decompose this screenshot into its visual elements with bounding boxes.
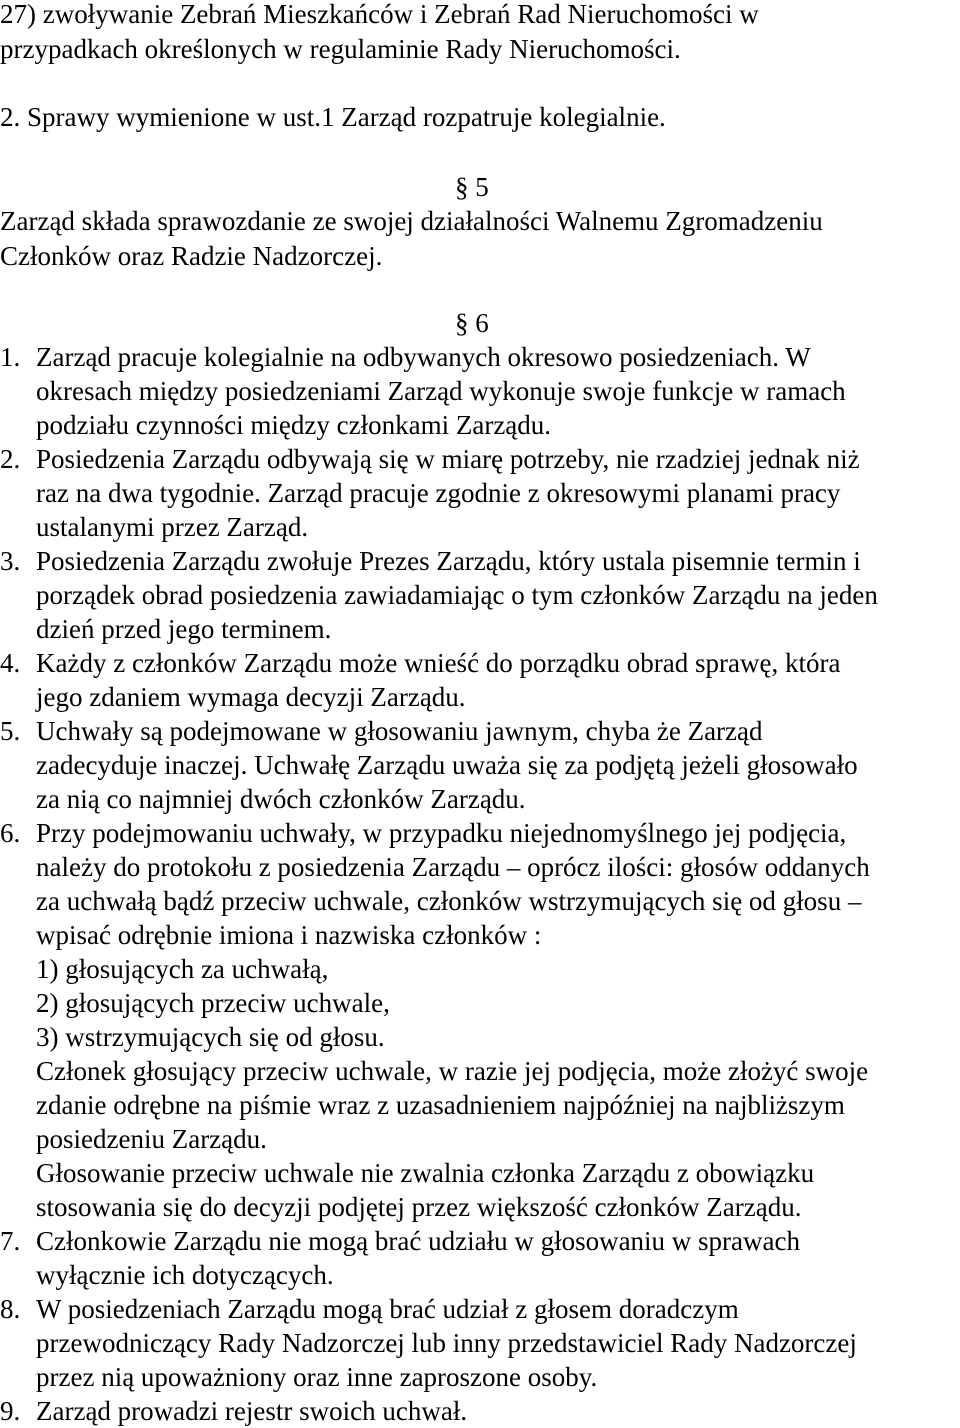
item-number: 4. xyxy=(0,648,21,678)
item-line: 1) głosujących za uchwałą, xyxy=(36,954,329,984)
item-line: zadecyduje inaczej. Uchwałę Zarządu uważa się za podjętą jeżeli głosowało xyxy=(36,750,858,780)
item-27-line-2: przypadkach określonych w regulaminie Rady Nieruchomości. xyxy=(0,34,681,64)
item-number: 3. xyxy=(0,546,21,576)
item-line: Zarząd prowadzi rejestr swoich uchwał. xyxy=(36,1396,468,1426)
section-5-line-2: Członków oraz Radzie Nadzorczej. xyxy=(0,241,383,271)
item-line: jego zdaniem wymaga decyzji Zarządu. xyxy=(36,682,466,712)
section-5-line-1: Zarząd składa sprawozdanie ze swojej działalności Walnemu Zgromadzeniu xyxy=(0,206,823,236)
section-5-heading: § 5 xyxy=(455,172,489,202)
item-line: przewodniczący Rady Nadzorczej lub inny przedstawiciel Rady Nadzorczej xyxy=(36,1328,857,1358)
item-27-line-1: 27) zwoływanie Zebrań Mieszkańców i Zebrań Rad Nieruchomości w xyxy=(0,0,759,29)
item-line: Każdy z członków Zarządu może wnieść do porządku obrad sprawę, która xyxy=(36,648,841,678)
item-line: za uchwałą bądź przeciw uchwale, członków wstrzymujących się od głosu – xyxy=(36,886,862,916)
item-line: dzień przed jego terminem. xyxy=(36,614,332,644)
item-line: ustalanymi przez Zarząd. xyxy=(36,512,309,542)
item-number: 6. xyxy=(0,818,21,848)
item-line: Przy podejmowaniu uchwały, w przypadku niejednomyślnego jej podjęcia, xyxy=(36,818,847,848)
item-number: 2. xyxy=(0,444,21,474)
section-6-heading: § 6 xyxy=(455,308,489,338)
item-number: 9. xyxy=(0,1396,21,1426)
item-line: przez nią upoważniony oraz inne zaproszone osoby. xyxy=(36,1362,598,1392)
item-line: za nią co najmniej dwóch członków Zarządu. xyxy=(36,784,526,814)
item-number: 1. xyxy=(0,342,21,372)
item-line: należy do protokołu z posiedzenia Zarządu – oprócz ilości: głosów oddanych xyxy=(36,852,870,882)
item-line: wpisać odrębnie imiona i nazwiska członków : xyxy=(36,920,542,950)
item-line: Zarząd pracuje kolegialnie na odbywanych okresowo posiedzeniach. W xyxy=(36,342,811,372)
item-line: 3) wstrzymujących się od głosu. xyxy=(36,1022,385,1052)
item-line: podziału czynności między członkami Zarządu. xyxy=(36,410,552,440)
item-line: Posiedzenia Zarządu odbywają się w miarę potrzeby, nie rzadziej jednak niż xyxy=(36,444,860,474)
item-line: Członek głosujący przeciw uchwale, w razie jej podjęcia, może złożyć swoje xyxy=(36,1056,869,1086)
point-2: 2. Sprawy wymienione w ust.1 Zarząd rozpatruje kolegialnie. xyxy=(0,102,666,132)
item-line: stosowania się do decyzji podjętej przez większość członków Zarządu. xyxy=(36,1192,802,1222)
item-line: Uchwały są podejmowane w głosowaniu jawnym, chyba że Zarząd xyxy=(36,716,763,746)
item-line: W posiedzeniach Zarządu mogą brać udział z głosem doradczym xyxy=(36,1294,739,1324)
item-line: posiedzeniu Zarządu. xyxy=(36,1124,267,1154)
item-line: zdanie odrębne na piśmie wraz z uzasadnieniem najpóźniej na najbliższym xyxy=(36,1090,845,1120)
item-number: 7. xyxy=(0,1226,21,1256)
item-line: raz na dwa tygodnie. Zarząd pracuje zgodnie z okresowymi planami pracy xyxy=(36,478,841,508)
item-line: Członkowie Zarządu nie mogą brać udziału w głosowaniu w sprawach xyxy=(36,1226,801,1256)
item-number: 5. xyxy=(0,716,21,746)
item-line: porządek obrad posiedzenia zawiadamiając o tym członków Zarządu na jeden xyxy=(36,580,878,610)
item-line: okresach między posiedzeniami Zarząd wykonuje swoje funkcje w ramach xyxy=(36,376,846,406)
item-number: 8. xyxy=(0,1294,21,1324)
item-line: wyłącznie ich dotyczących. xyxy=(36,1260,334,1290)
item-line: 2) głosujących przeciw uchwale, xyxy=(36,988,390,1018)
item-line: Głosowanie przeciw uchwale nie zwalnia członka Zarządu z obowiązku xyxy=(36,1158,815,1188)
item-line: Posiedzenia Zarządu zwołuje Prezes Zarządu, który ustala pisemnie termin i xyxy=(36,546,861,576)
